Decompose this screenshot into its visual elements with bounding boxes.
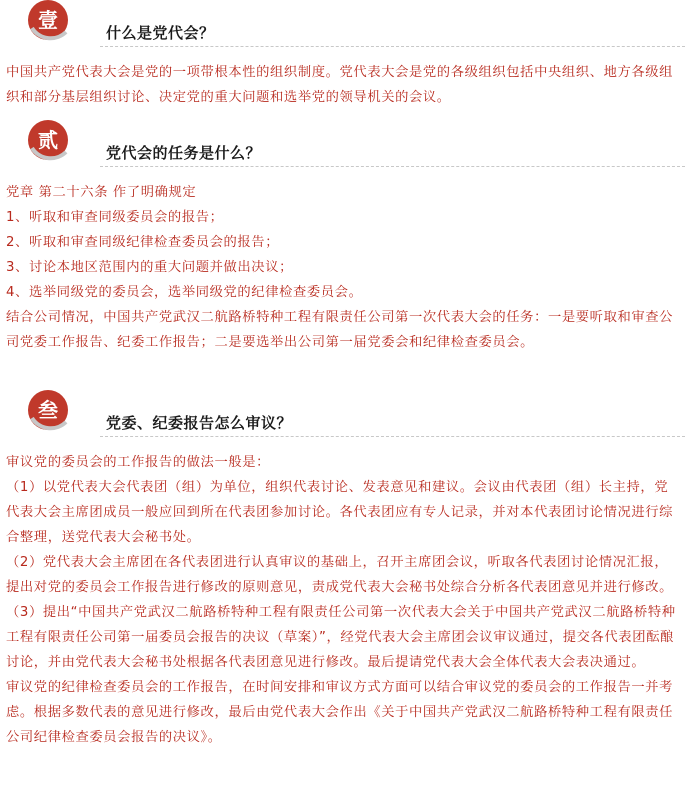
- paragraph: （3）提出“中国共产党武汉二航路桥特种工程有限责任公司第一次代表大会关于中国共产党武汉二航路桥特种工程有限责任公司第一届委员会报告的决议（草案）”，经党代表大会主席团会议审议通过，提交各代表团酝酿讨论，并由党代表大会秘书处根据各代表团意见进行修改。最后提请党代表大会全体代表大会表决通过。: [6, 605, 676, 670]
- paragraph: 审议党的委员会的工作报告的做法一般是：: [6, 455, 271, 470]
- paragraph: （1）以党代表大会代表团（组）为单位，组织代表讨论、发表意见和建议。会议由代表团（组）长主持，党代表大会主席团成员一般应回到所在代表团参加讨论。各代表团应有专人记录，并对本代表团讨论情况进行综合整理，送党代表大会秘书处。: [6, 480, 674, 545]
- paragraph: （2）党代表大会主席团在各代表团进行认真审议的基础上，召开主席团会议，听取各代表团讨论情况汇报，提出对党的委员会工作报告进行修改的原则意见，责成党代表大会秘书处综合分析各代表团意见并进行修改。: [6, 555, 674, 595]
- paragraph: 党章 第二十六条 作了明确规定: [6, 185, 197, 200]
- paragraph: 中国共产党代表大会是党的一项带根本性的组织制度。党代表大会是党的各级组织包括中央组织、地方各级组织和部分基层组织讨论、决定党的重大问题和选举党的领导机关的会议。: [6, 65, 674, 105]
- paragraph: 审议党的纪律检查委员会的工作报告，在时间安排和审议方式方面可以结合审议党的委员会的工作报告一并考虑。根据多数代表的意见进行修改，最后由党代表大会作出《关于中国共产党武汉二航路桥特种工程有限责任公司纪律检查委员会报告的决议》。: [6, 680, 674, 745]
- section-3-body: [6, 450, 678, 750]
- section-1-title: 什么是党代会？: [106, 24, 215, 42]
- section-1-divider: [100, 46, 685, 47]
- paragraph: 2、听取和审查同级纪律检查委员会的报告；: [6, 235, 280, 250]
- section-2-badge: [28, 120, 78, 170]
- section-3-header: [0, 390, 685, 440]
- section-3-title: 党委、纪委报告怎么审议？: [106, 414, 293, 432]
- section-1-header: [0, 0, 685, 50]
- section-3-divider: [100, 436, 685, 437]
- section-2-header: [0, 120, 685, 170]
- section-2-divider: [100, 166, 685, 167]
- section-2-title: 党代会的任务是什么？: [106, 144, 262, 162]
- section-3-badge: [28, 390, 78, 440]
- section-2-badge-char: 贰: [38, 128, 58, 152]
- paragraph: 3、讨论本地区范围内的重大问题并做出决议；: [6, 260, 293, 275]
- section-2-body: [6, 180, 678, 355]
- paragraph: 4、选举同级党的委员会，选举同级党的纪律检查委员会。: [6, 285, 363, 300]
- paragraph: 1、听取和审查同级委员会的报告；: [6, 210, 224, 225]
- paragraph: 结合公司情况，中国共产党武汉二航路桥特种工程有限责任公司第一次代表大会的任务：一是要听取和审查公司党委工作报告、纪委工作报告；二是要选举出公司第一届党委会和纪律检查委员会。: [6, 310, 674, 350]
- section-1-body: [6, 60, 678, 110]
- section-1-badge-char: 壹: [38, 8, 58, 32]
- section-1-badge: [28, 0, 78, 50]
- section-3-badge-char: 叁: [38, 398, 58, 422]
